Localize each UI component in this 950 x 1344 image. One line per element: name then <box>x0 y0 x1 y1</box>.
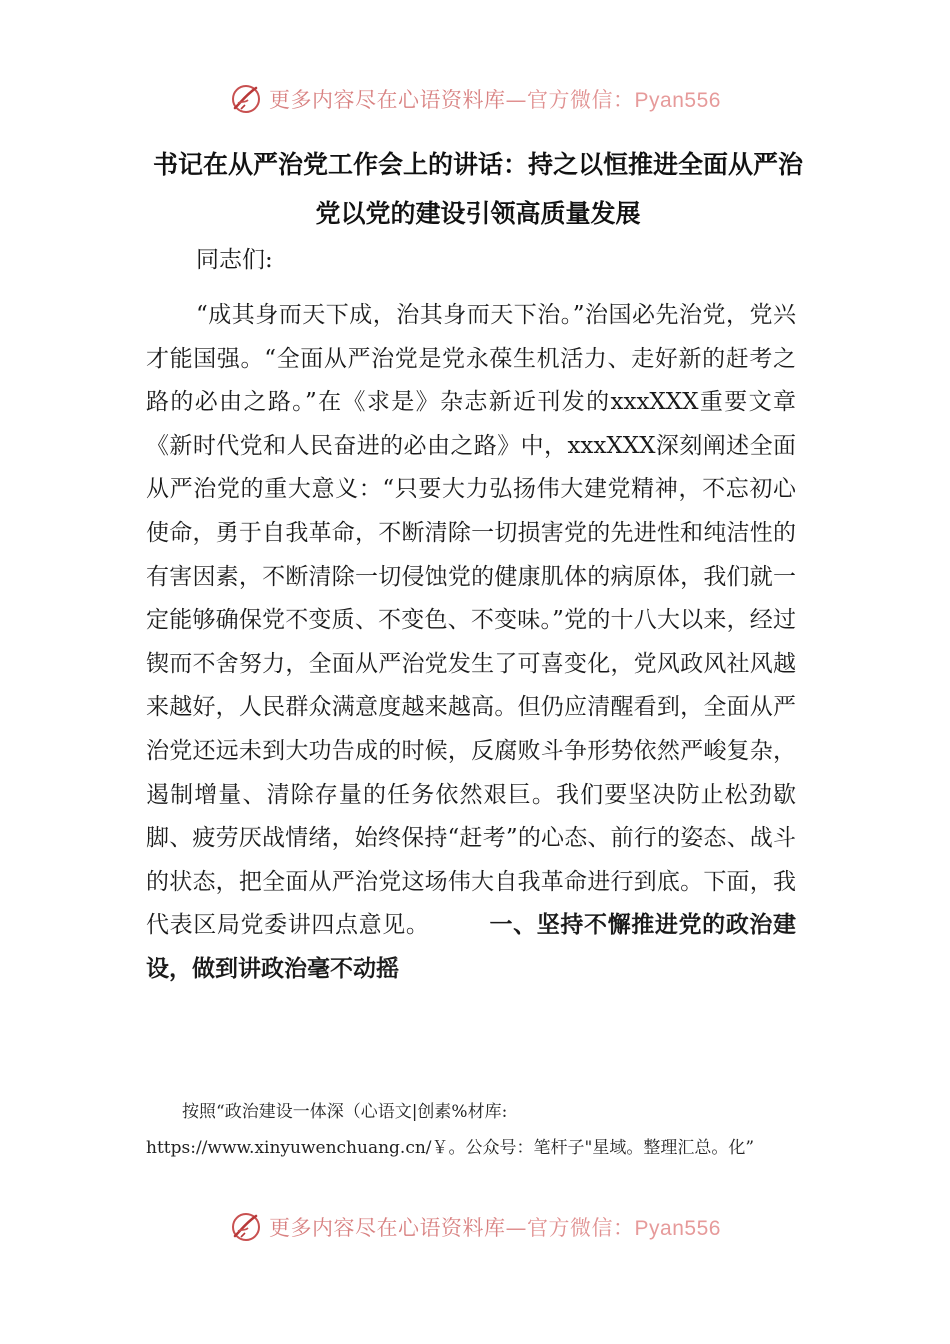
source-note-line-1: 按照“政治建设一体深（心语文|创素%材库: <box>182 1102 508 1122</box>
source-note <box>146 1094 806 1166</box>
signature-pen-icon <box>229 1210 263 1244</box>
salutation: 同志们: <box>196 247 273 273</box>
watermark-brand: 更多内容尽在心语资料库 <box>269 1216 506 1240</box>
header-watermark <box>0 82 950 116</box>
watermark-wechat-id: Pyan556 <box>634 89 721 112</box>
document-title: 书记在从严治党工作会上的讲话：持之以恒推进全面从严治党以党的建设引领高质量发展 <box>152 150 803 228</box>
watermark-label: 官方微信： <box>527 88 635 112</box>
watermark-separator: — <box>505 88 528 112</box>
body-paragraph <box>146 294 796 992</box>
section-heading: 一、坚持不懈推进党的政治建设，做到讲政治毫不动摇 <box>146 912 796 982</box>
footer-watermark <box>0 1210 950 1244</box>
watermark-text <box>269 84 721 114</box>
watermark-brand: 更多内容尽在心语资料库 <box>269 88 506 112</box>
watermark-separator: — <box>505 1216 528 1240</box>
watermark-label: 官方微信： <box>527 1216 635 1240</box>
watermark-text <box>269 1212 721 1242</box>
watermark-wechat-id: Pyan556 <box>634 1217 721 1240</box>
source-note-line-2: https://www.xinyuwenchuang.cn/￥。公众号：笔杆子"星域。整理汇总。化” <box>146 1138 755 1158</box>
signature-pen-icon <box>229 82 263 116</box>
paragraph-text: “成其身而天下成，治其身而天下治。”治国必先治党，党兴才能国强。“全面从严治党是党永葆生机活力、走好新的赶考之路的必由之路。”在《求是》杂志新近刊发的xxxXXX重要文章《新时代党和人民奋进的必由之路》中，xxxXXX深刻阐述全面从严治党的重大意义：“只要大力弘扬伟大建党精神，不忘初心使命，勇于自我革命，不断清除一切损害党的先进性和纯洁性的有害因素，不断清除一切侵蚀党的健康肌体的病原体，我们就一定能够确保党不变质、不变色、不变味。”党的十八大以来，经过锲而不舍努力，全面从严治党发生了可喜变化，党风政风社风越来越好，人民群众满意度越来越高。但仍应清醒看到，全面从严治党还远未到大功告成的时候，反腐败斗争形势依然严峻复杂，遏制增量、清除存量的任务依然艰巨。我们要坚决防止松劲歇脚、疲劳厌战情绪，始终保持“赶考”的心态、前行的姿态、战斗的状态，把全面从严治党这场伟大自我革命进行到底。下面，我代表区局党委讲四点意见。 <box>146 302 796 939</box>
